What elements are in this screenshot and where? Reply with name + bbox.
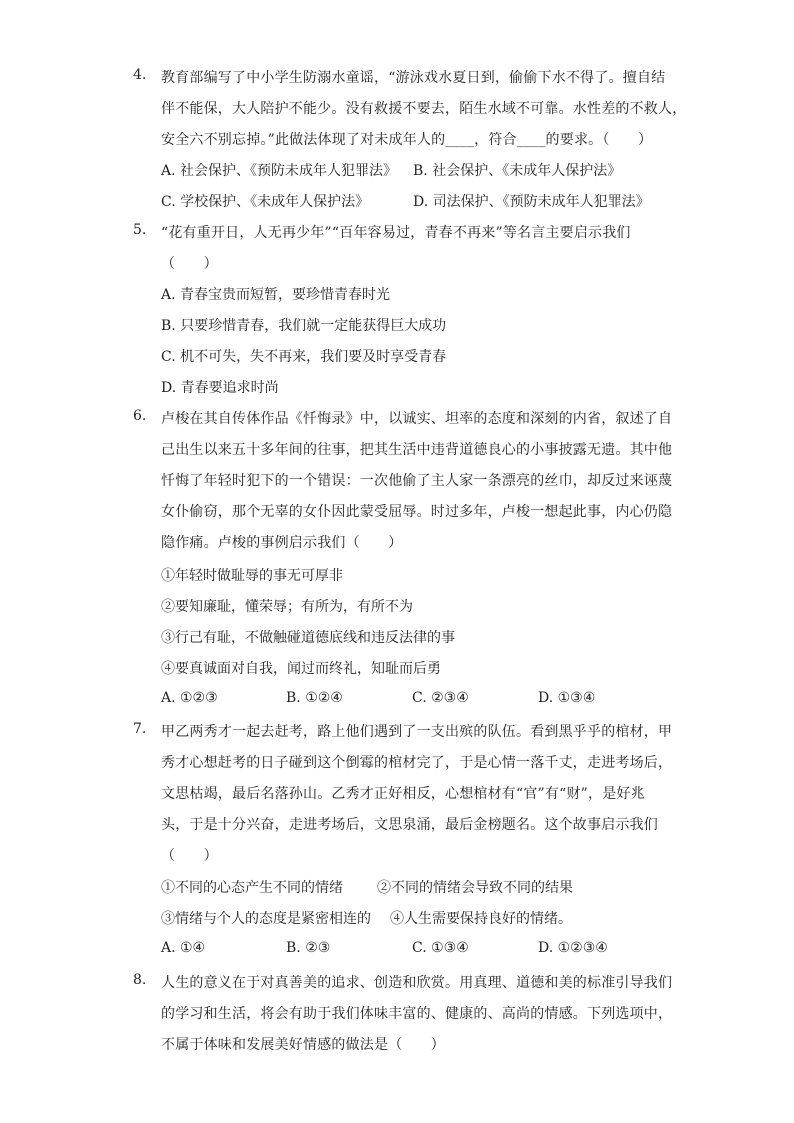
question-text-line: 人生的意义在于对真善美的追求、创造和欣赏。用真理、道德和美的标准引导我们 bbox=[161, 975, 673, 991]
option-c: C. ①③④ bbox=[412, 940, 469, 956]
option-a: A. 青春宝贵而短暂，要珍惜青春时光 bbox=[161, 287, 391, 303]
question-text-line: 己出生以来五十多年间的往事，把其生活中违背道德良心的小事披露无遗。其中他 bbox=[161, 442, 673, 458]
statement-4: ④人生需要保持良好的情绪。 bbox=[390, 911, 572, 927]
option-c: C. 学校保护、《未成年人保护法》 bbox=[161, 194, 370, 210]
question-number: 7. bbox=[133, 721, 147, 737]
question-text-line: 隐作痛。卢梭的事例启示我们（ ） bbox=[161, 535, 403, 551]
option-d: D. ①②③④ bbox=[538, 940, 608, 956]
question-text-line: （ ） bbox=[161, 256, 218, 272]
question-text-line: 教育部编写了中小学生防溺水童谣，“游泳戏水夏日到，偷偷下水不得了。擅自结 bbox=[161, 70, 666, 86]
statement-2: ②要知廉耻，懂荣辱；有所为，有所不为 bbox=[161, 599, 413, 615]
question-text-line: 的学习和生活，将会有助于我们体味丰富的、健康的、高尚的情感。下列选项中， bbox=[161, 1006, 673, 1022]
option-d: D. 司法保护、《预防未成年人犯罪法》 bbox=[413, 194, 650, 210]
question-text-line: （ ） bbox=[161, 848, 218, 864]
question-text-line: 文思枯竭，最后名落孙山。乙秀才正好相反，心想棺材有“官”有“财”，是好兆 bbox=[161, 786, 645, 802]
option-a: A. ①④ bbox=[161, 940, 206, 956]
option-a: A. 社会保护、《预防未成年人犯罪法》 bbox=[161, 163, 398, 179]
statement-3: ③行己有耻，不做触碰道德底线和违反法律的事 bbox=[161, 630, 455, 646]
question-text-line: 卢梭在其自传体作品《忏悔录》中，以诚实、坦率的态度和深刻的内省，叙述了自 bbox=[161, 411, 673, 427]
statement-2: ②不同的情绪会导致不同的结果 bbox=[377, 880, 573, 896]
question-text-line: 不属于体味和发展美好情感的做法是（ ） bbox=[161, 1037, 445, 1053]
question-text-line: 安全六不别忘掉。”此做法体现了对未成年人的____，符合____的要求。（ ） bbox=[161, 132, 653, 148]
question-text-line: 甲乙两秀才一起去赶考，路上他们遇到了一支出殡的队伍。看到黑乎乎的棺材，甲 bbox=[161, 724, 673, 740]
statement-1: ①不同的心态产生不同的情绪 bbox=[161, 880, 343, 896]
question-number: 6. bbox=[133, 408, 147, 424]
option-c: C. 机不可失，失不再来，我们要及时享受青春 bbox=[161, 349, 447, 365]
question-text-line: 忏悔了年轻时犯下的一个错误：一次他偷了主人家一条漂亮的丝巾，却反过来诬蔑 bbox=[161, 473, 673, 489]
option-b: B. 只要珍惜青春，我们就一定能获得巨大成功 bbox=[161, 318, 447, 334]
question-number: 4. bbox=[133, 67, 147, 83]
option-b: B. ①②④ bbox=[286, 690, 343, 706]
question-text-line: “花有重开日，人无再少年”“百年容易过，青春不再来”等名言主要启示我们 bbox=[161, 225, 631, 241]
question-number: 8. bbox=[133, 972, 147, 988]
question-text-line: 秀才心想赶考的日子碰到这个倒霉的棺材完了，于是心情一落千丈，走进考场后， bbox=[161, 755, 673, 771]
option-c: C. ②③④ bbox=[412, 690, 469, 706]
question-text-line: 女仆偷窃，那个无辜的女仆因此蒙受屈辱。时过多年，卢梭一想起此事，内心仍隐 bbox=[161, 504, 673, 520]
statement-3: ③情绪与个人的态度是紧密相连的 bbox=[161, 911, 371, 927]
statement-4: ④要真诚面对自我，闻过而终礼，知耻而后勇 bbox=[161, 661, 441, 677]
option-d: D. 青春要追求时尚 bbox=[161, 380, 279, 396]
option-b: B. ②③ bbox=[286, 940, 331, 956]
question-number: 5. bbox=[133, 222, 147, 238]
option-d: D. ①③④ bbox=[538, 690, 596, 706]
option-a: A. ①②③ bbox=[161, 690, 218, 706]
option-b: B. 社会保护、《未成年人保护法》 bbox=[413, 163, 622, 179]
question-text-line: 头，于是十分兴奋，走进考场后，文思泉涌，最后金榜题名。这个故事启示我们 bbox=[161, 817, 658, 833]
question-text-line: 伴不能保，大人陪护不能少。没有救援不要去，陌生水域不可靠。水性差的不救人， bbox=[161, 101, 687, 117]
statement-1: ①年轻时做耻辱的事无可厚非 bbox=[161, 568, 343, 584]
